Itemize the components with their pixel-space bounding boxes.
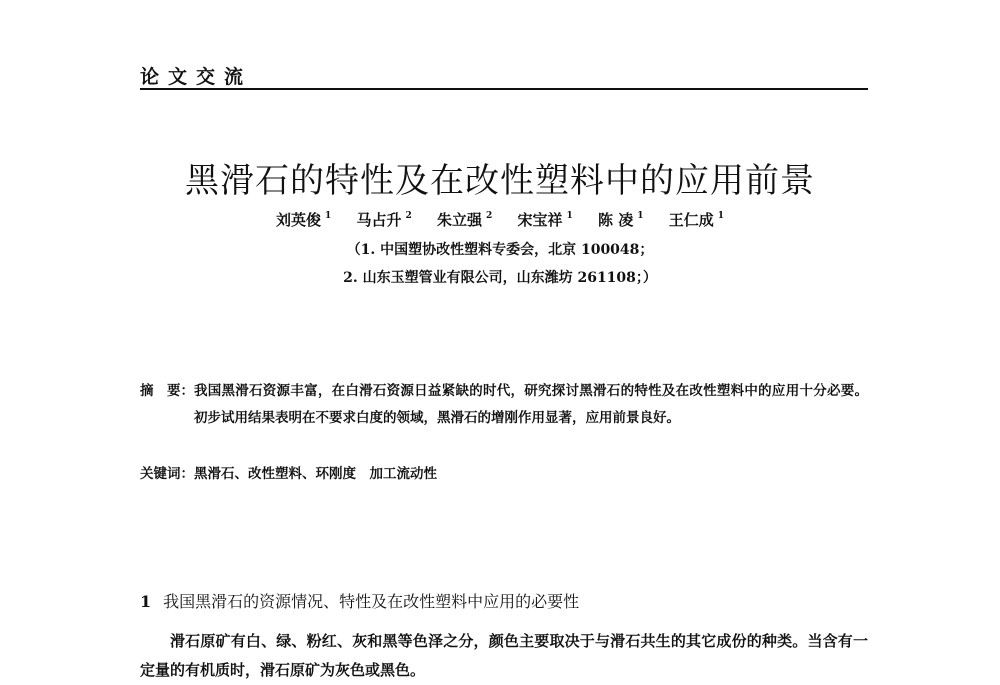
keywords-label: 关键词： (140, 466, 194, 482)
author: 朱立强 $^2$ (436, 211, 493, 229)
affiliation-1: （1. 中国塑协改性塑料专委会，北京 100048； (346, 242, 654, 258)
author: 宋宝祥 $^1$ (517, 211, 573, 229)
abstract-label: 摘 要： (140, 383, 194, 399)
body-paragraph: 滑石原矿有白、绿、粉红、灰和黑等色泽之分，颜色主要取决于与滑石共生的其它成份的种类。当含有一定量的有机质时，滑石原矿为灰色或黑色。 (140, 632, 868, 679)
abstract-text: 我国黑滑石资源丰富，在白滑石资源日益紧缺的时代，研究探讨黑滑石的特性及在改性塑料中的应用十分必要。初步试用结果表明在不要求白度的领域，黑滑石的增刚作用显著，应用前景良好。 (194, 383, 868, 426)
paper-title: 黑滑石的特性及在改性塑料中的应用前景 (185, 161, 815, 201)
keywords-text: 黑滑石、改性塑料、环刚度 加工流动性 (194, 466, 437, 482)
section-heading-text: 我国黑滑石的资源情况、特性及在改性塑料中应用的必要性 (163, 592, 580, 611)
author: 刘英俊 $^1$ (275, 211, 332, 229)
author: 马占升 $^2$ (356, 211, 412, 229)
section-number: 1 (140, 592, 152, 611)
author: 陈 凌 $^1$ (598, 211, 644, 229)
author-list (0, 209, 1000, 230)
keywords (140, 463, 868, 485)
author: 王仁成 $^1$ (668, 211, 725, 229)
journal-section-label: 论文交流 (140, 66, 253, 88)
abstract (140, 378, 868, 432)
header-rule (140, 88, 868, 90)
affiliation-2: 2. 山东玉塑管业有限公司，山东潍坊 261108；） (343, 270, 657, 286)
section-heading (140, 589, 868, 612)
